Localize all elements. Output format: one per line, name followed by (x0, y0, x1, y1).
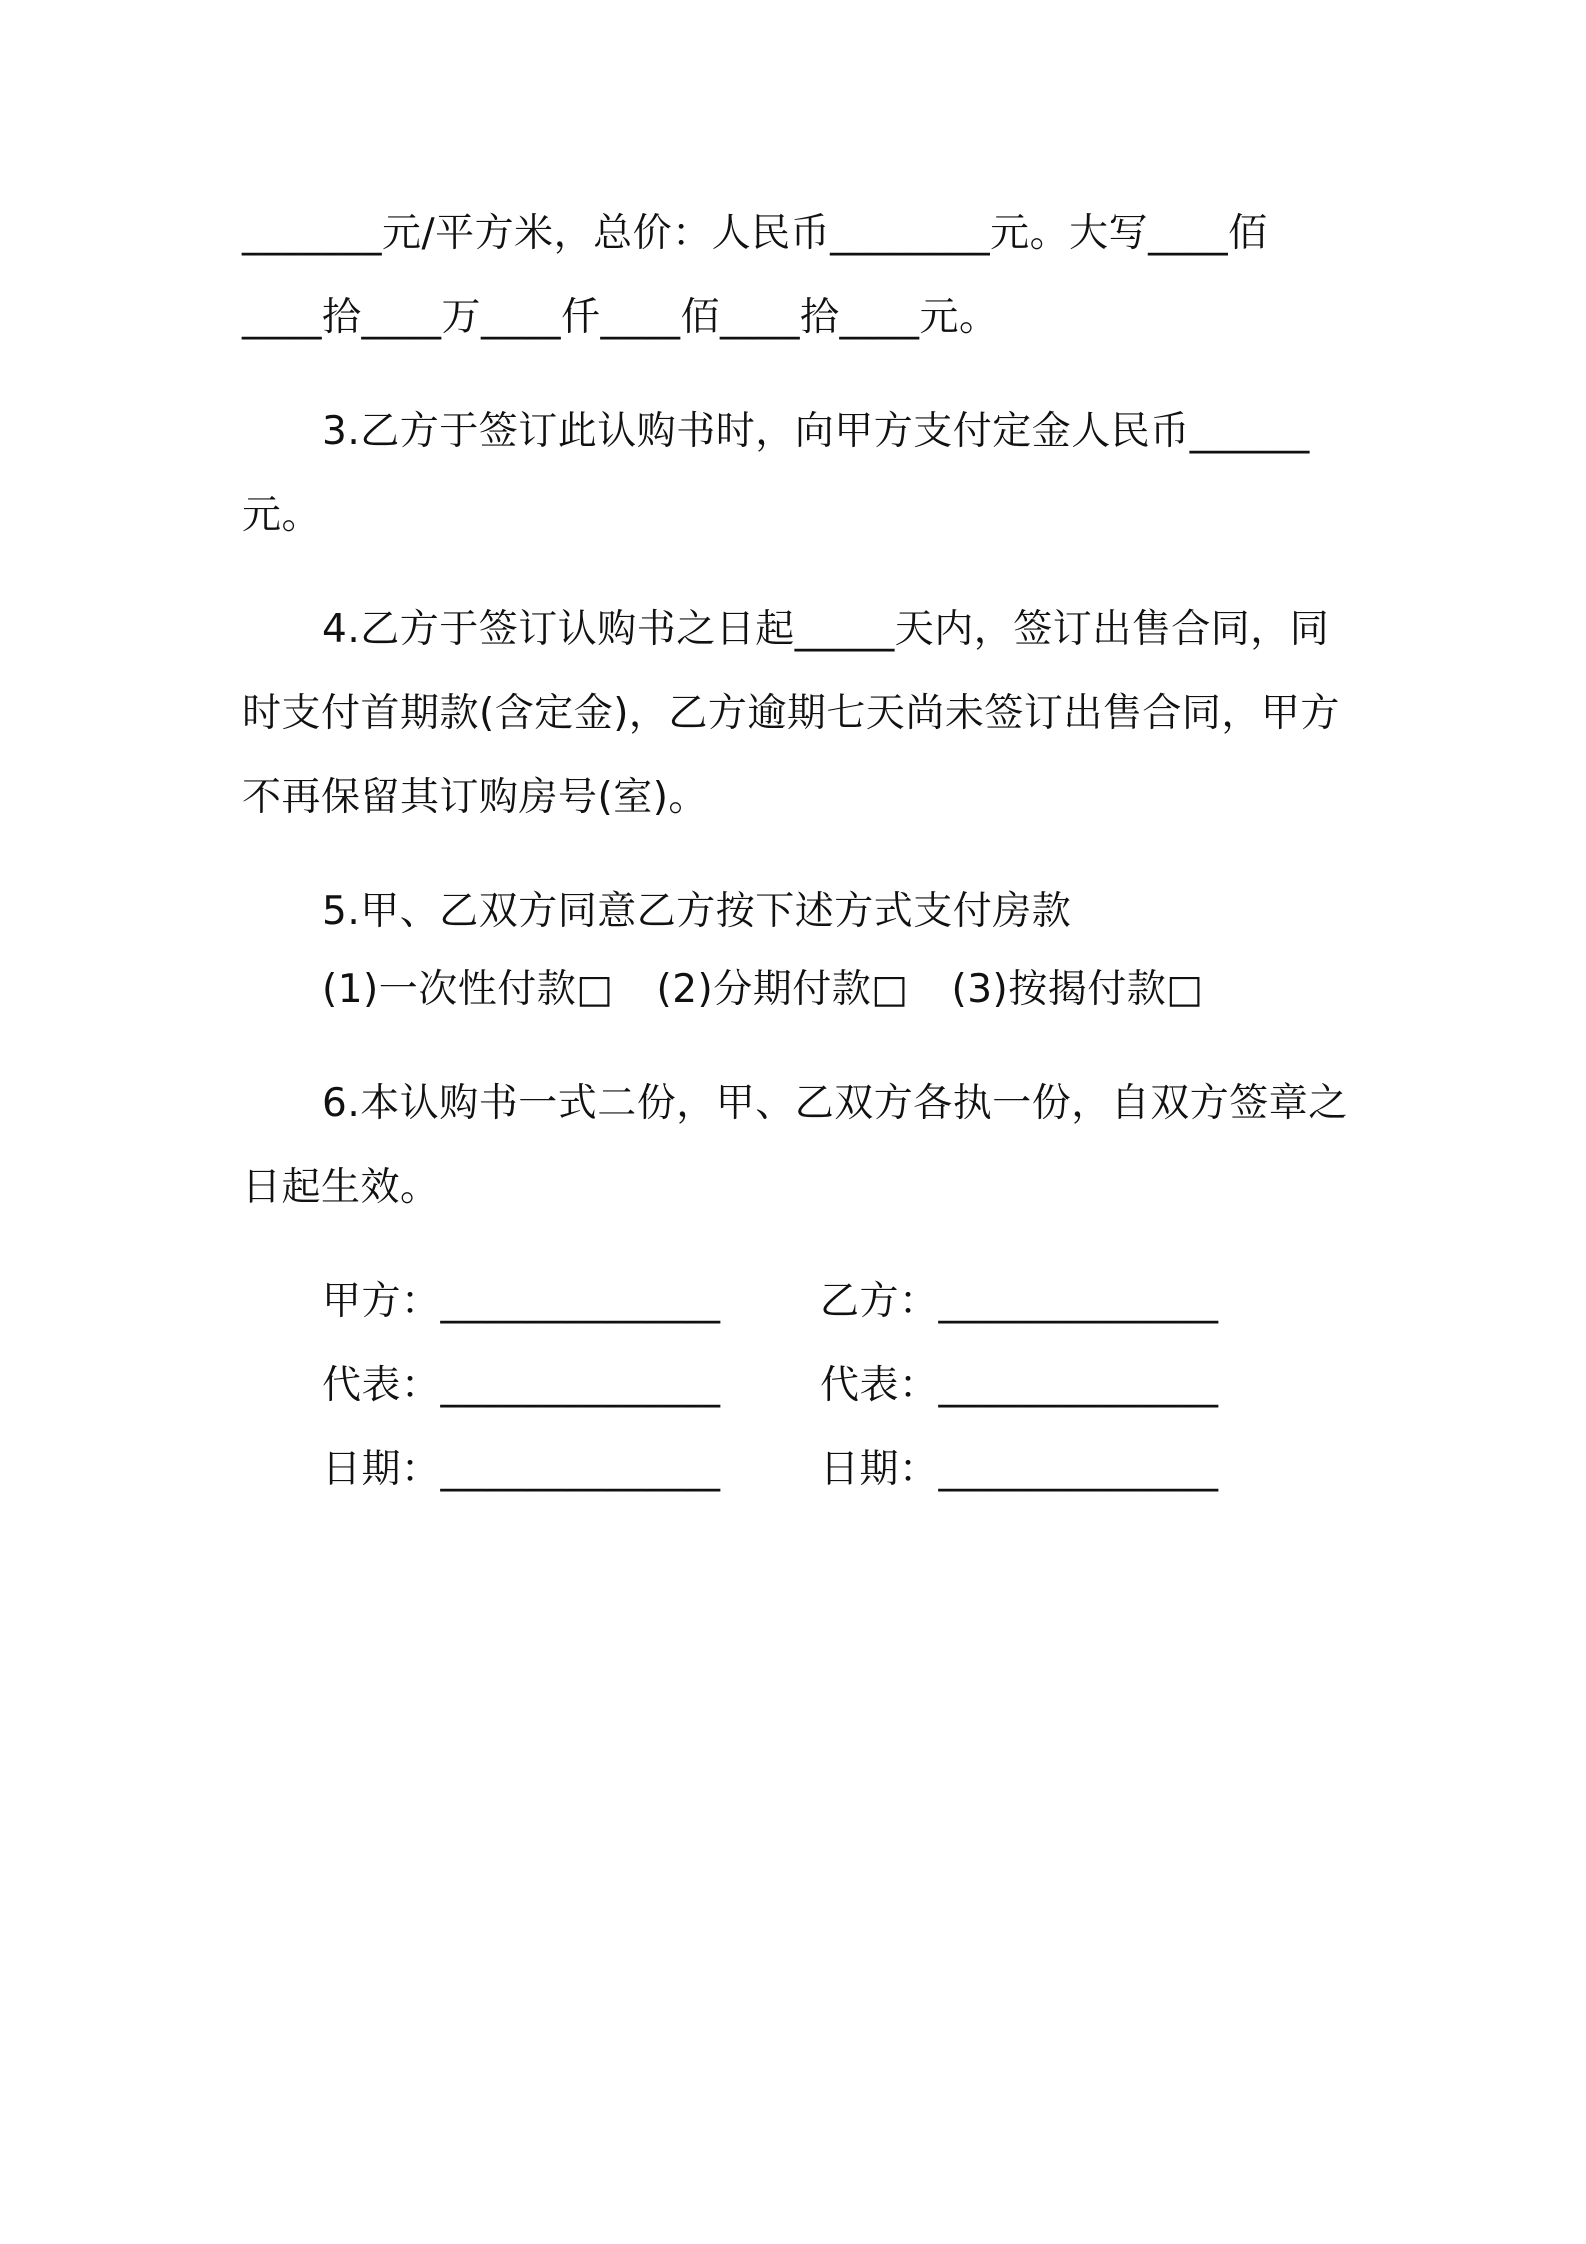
price-line-2: ____拾____万____仟____佰____拾____元。 (242, 295, 999, 340)
signature-row-party (322, 1260, 1352, 1344)
party-b-field: 乙方：______________ (820, 1279, 1219, 1324)
clause-5-payment-method: 5.甲、乙双方同意乙方按下述方式支付房款 (322, 889, 1072, 934)
clause-4-contract-signing: 4.乙方于签订认购书之日起_____天内，签订出售合同，同时支付首期款(含定金)，乙方逾期七天尚未签订出售合同，甲方不再保留其订购房号(室)。 (242, 607, 1340, 820)
signature-row-date (322, 1428, 1352, 1512)
representative-b-field: 代表：______________ (820, 1363, 1219, 1408)
representative-a-field: 代表：______________ (322, 1363, 721, 1408)
date-b-field: 日期：______________ (820, 1447, 1219, 1492)
clause-6-effectiveness: 6.本认购书一式二份，甲、乙双方各执一份，自双方签章之日起生效。 (242, 1081, 1348, 1210)
price-line-1: _______元/平方米，总价：人民币________元。大写____佰 (242, 211, 1268, 256)
date-a-field: 日期：______________ (322, 1447, 721, 1492)
payment-options (242, 948, 1352, 1032)
payment-option-mortgage: (3)按揭付款□ (951, 967, 1204, 1012)
signature-row-representative (322, 1344, 1352, 1428)
payment-option-lump-sum: (1)一次性付款□ (322, 967, 614, 1012)
document-body (242, 192, 1352, 1512)
price-paragraph (242, 192, 1352, 360)
signature-block (242, 1260, 1352, 1512)
payment-option-installment: (2)分期付款□ (656, 967, 909, 1012)
party-a-field: 甲方：______________ (322, 1279, 721, 1324)
clause-3-deposit: 3.乙方于签订此认购书时，向甲方支付定金人民币______元。 (242, 409, 1310, 538)
